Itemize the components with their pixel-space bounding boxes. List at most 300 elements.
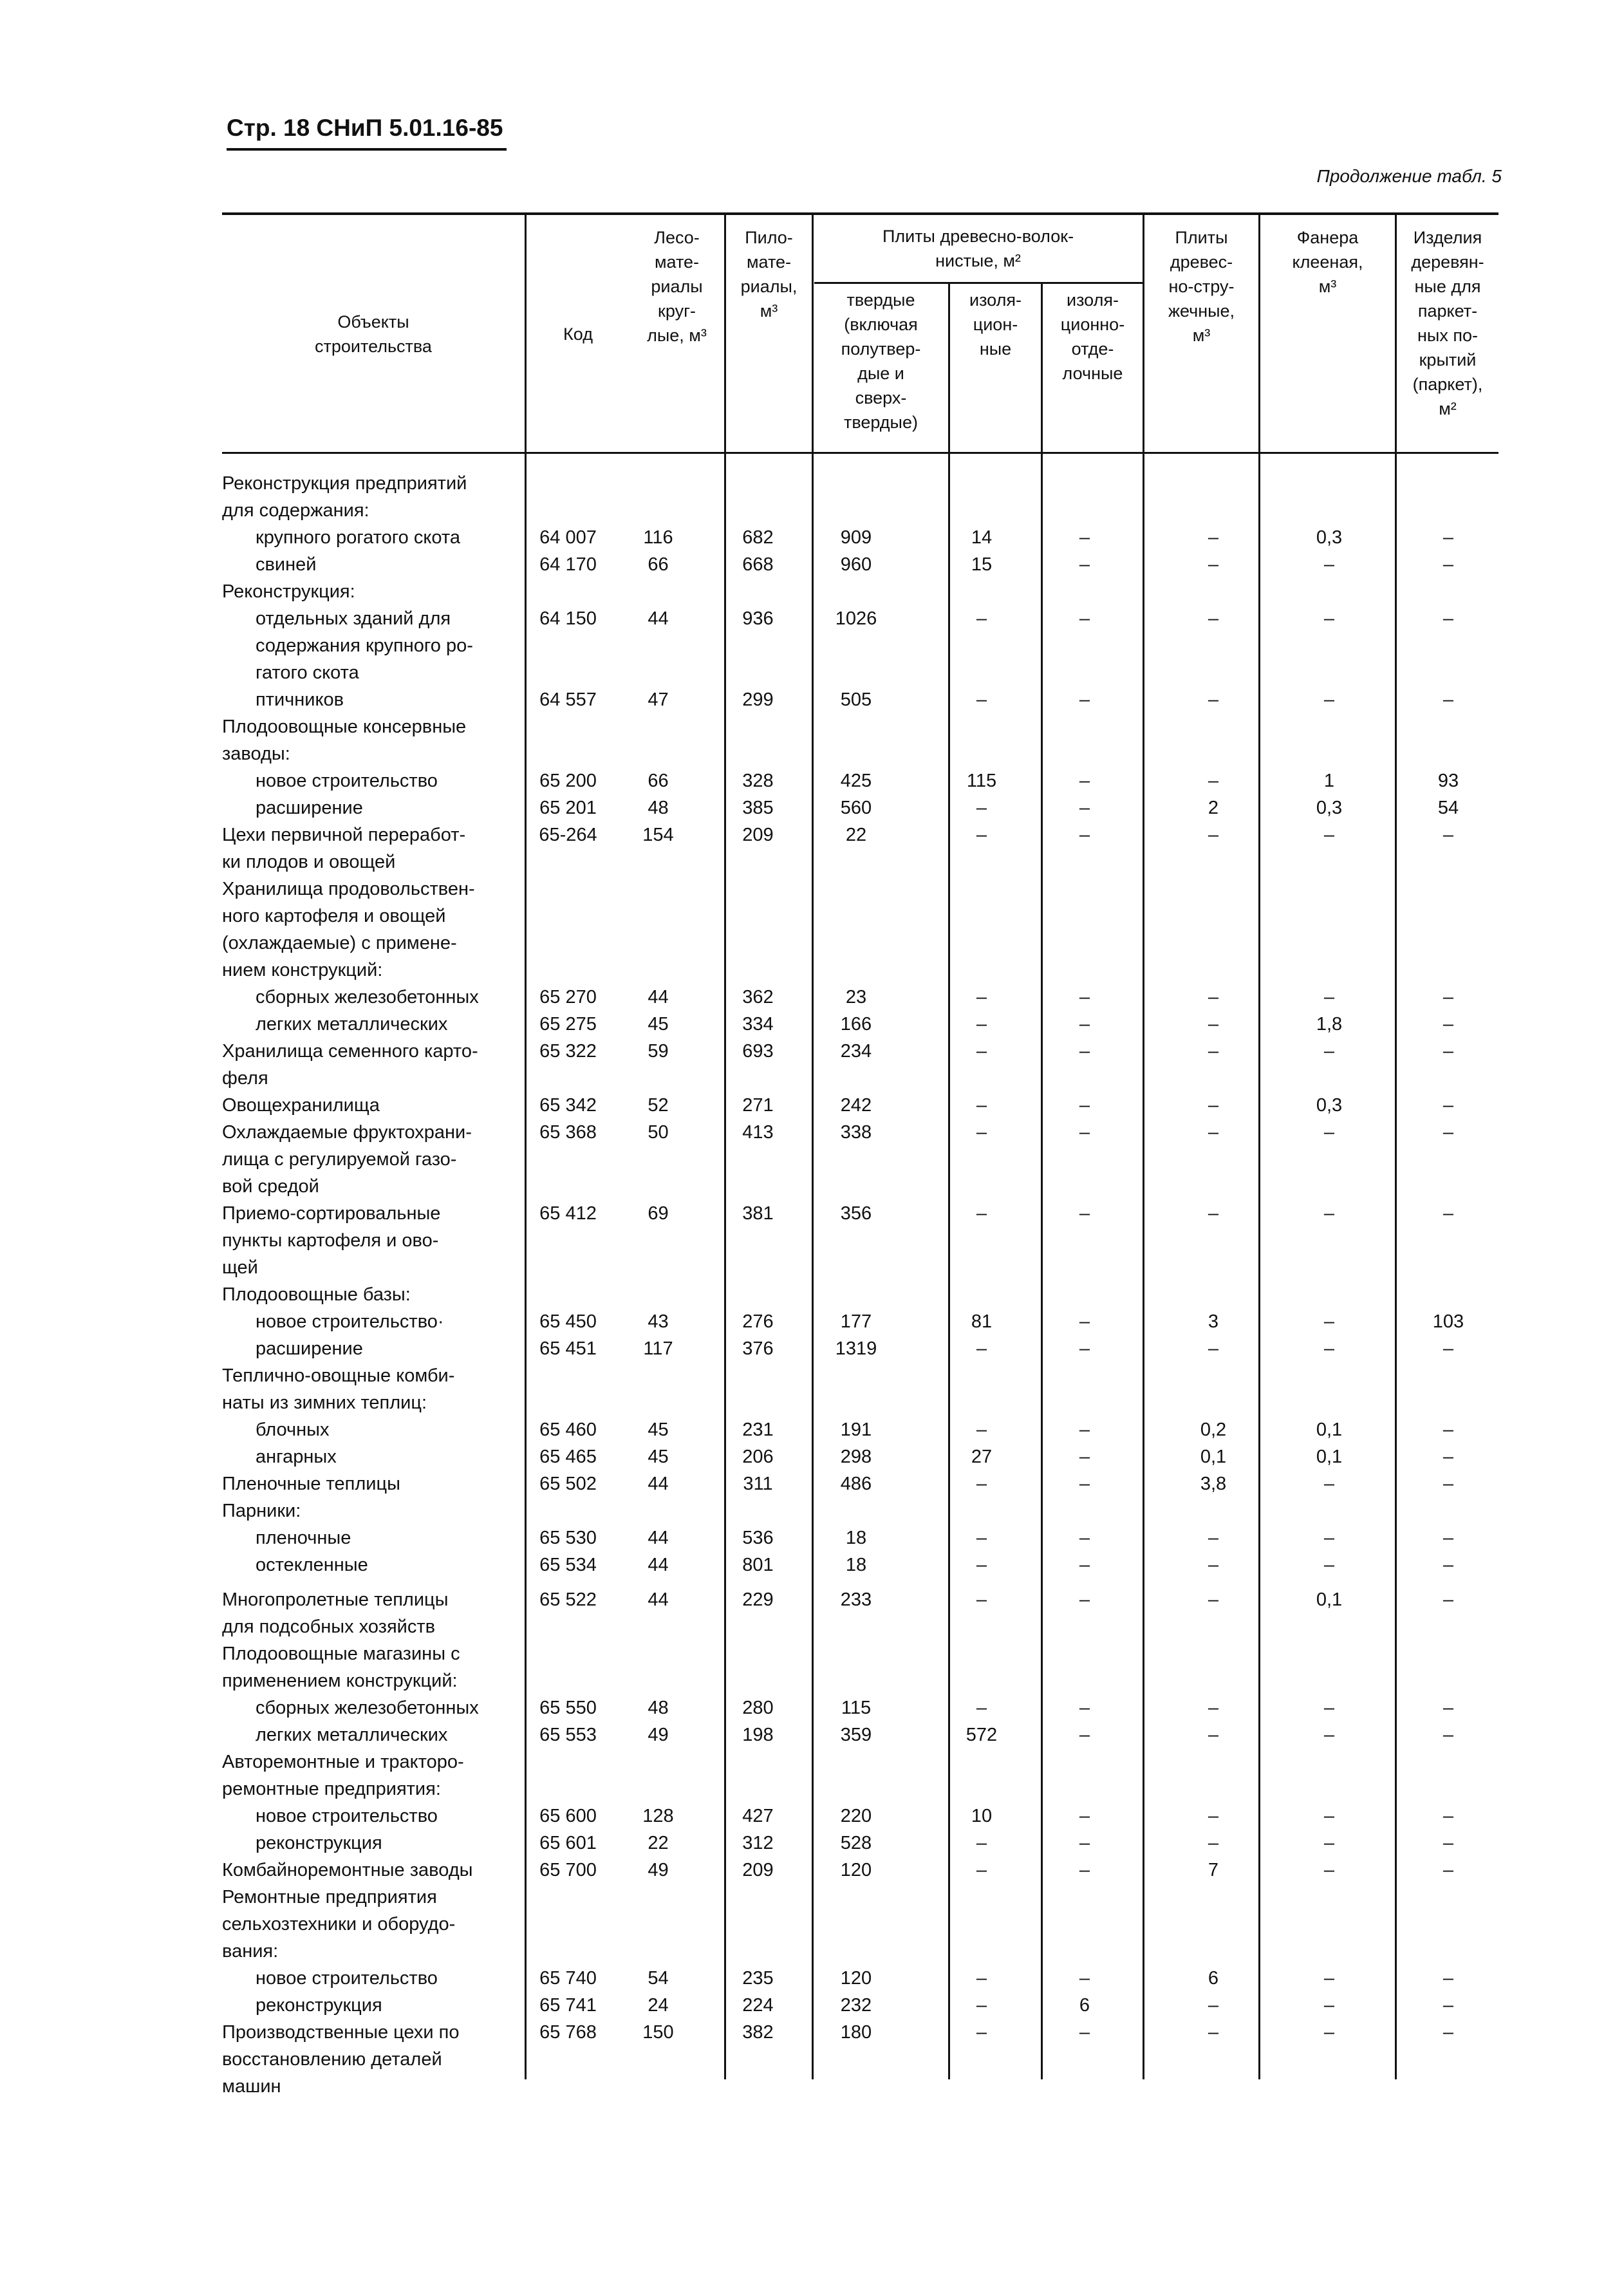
cell-code: 65 322 xyxy=(539,1041,597,1062)
header-dsp: Плиты древес- но-стру- жечные, м³ xyxy=(1168,228,1235,345)
cell-dvp-izolyacionnye: – xyxy=(976,2022,987,2043)
cell-izdeliya: – xyxy=(1442,1122,1454,1143)
cell-dvp-izolyacionnye: – xyxy=(976,1338,987,1359)
cell-lesomaterialy: 44 xyxy=(648,1528,669,1548)
cell-object xyxy=(222,524,519,551)
cell-object xyxy=(222,1803,519,1830)
cell-pilomaterialy: 536 xyxy=(742,1528,774,1548)
cell-dvp-tverdye: 191 xyxy=(840,1420,872,1440)
cell-pilomaterialy: 801 xyxy=(742,1555,774,1575)
object-text-line: щей xyxy=(222,1257,258,1278)
header-pilomaterialy: Пило- мате- риалы, м³ xyxy=(740,228,798,321)
cell-dvp-tverdye: 1319 xyxy=(835,1338,877,1359)
cell-code: 65 460 xyxy=(539,1420,597,1440)
object-text-line: применением конструкций: xyxy=(222,1671,458,1691)
cell-dvp-izol-otdelochnye: – xyxy=(1079,1725,1090,1745)
col-divider xyxy=(812,212,814,2079)
cell-fanera: – xyxy=(1323,1311,1335,1332)
cell-dvp-izolyacionnye: 27 xyxy=(971,1447,993,1467)
object-text-line: Пленочные теплицы xyxy=(222,1474,400,1494)
cell-pilomaterialy: 311 xyxy=(743,1474,773,1494)
cell-fanera: – xyxy=(1323,1860,1335,1880)
cell-dvp-tverdye: 560 xyxy=(840,798,872,818)
cell-dvp-tverdye: 18 xyxy=(845,1528,867,1548)
cell-object xyxy=(222,876,519,984)
table-top-rule xyxy=(222,212,1498,215)
cell-dsp: – xyxy=(1208,825,1219,845)
cell-lesomaterialy: 117 xyxy=(643,1338,673,1359)
cell-dvp-izol-otdelochnye: – xyxy=(1079,1447,1090,1467)
object-text-line: для подсобных хозяйств xyxy=(222,1616,436,1637)
cell-dsp: – xyxy=(1208,771,1219,791)
cell-izdeliya: – xyxy=(1442,1528,1454,1548)
object-text-line: легких металлических xyxy=(256,1725,448,1745)
cell-dsp: – xyxy=(1208,1995,1219,2016)
cell-dvp-izol-otdelochnye: – xyxy=(1079,2022,1090,2043)
cell-dsp: – xyxy=(1208,1095,1219,1116)
cell-object xyxy=(222,1443,519,1470)
cell-lesomaterialy: 22 xyxy=(648,1833,669,1853)
cell-pilomaterialy: 382 xyxy=(742,2022,774,2043)
cell-fanera: – xyxy=(1323,1203,1335,1224)
cell-code: 64 557 xyxy=(539,689,597,710)
object-text-line: реконструкция xyxy=(256,1833,382,1853)
cell-izdeliya: – xyxy=(1442,1041,1454,1062)
header-dvp-izol-otdelochnye: изоля- ционно- отде- лочные xyxy=(1060,290,1125,383)
cell-code: 65 275 xyxy=(539,1014,597,1035)
object-text-line: Авторемонтные и тракторо- xyxy=(222,1752,464,1772)
cell-object xyxy=(222,1038,519,1092)
cell-lesomaterialy: 44 xyxy=(648,1474,669,1494)
cell-pilomaterialy: 280 xyxy=(742,1698,774,1718)
col-divider xyxy=(1258,212,1260,2079)
object-text-line: лища с регулируемой газо- xyxy=(222,1149,457,1170)
cell-dvp-tverdye: 298 xyxy=(840,1447,872,1467)
cell-dsp: – xyxy=(1208,1528,1219,1548)
cell-izdeliya: – xyxy=(1442,987,1454,1007)
cell-code: 65 451 xyxy=(539,1338,597,1359)
header-dvp-izolyacionnye: изоля- цион- ные xyxy=(969,290,1022,359)
cell-pilomaterialy: 413 xyxy=(742,1122,774,1143)
cell-dvp-tverdye: 220 xyxy=(840,1806,872,1826)
cell-izdeliya: 54 xyxy=(1437,798,1459,818)
cell-code: 65 741 xyxy=(539,1995,597,2016)
cell-dvp-izolyacionnye: – xyxy=(976,1995,987,2016)
cell-lesomaterialy: 54 xyxy=(648,1968,669,1989)
cell-lesomaterialy: 48 xyxy=(648,1698,669,1718)
cell-object xyxy=(222,1748,519,1803)
object-text-line: блочных xyxy=(256,1420,330,1440)
object-text-line: Теплично-овощные комби- xyxy=(222,1365,455,1386)
cell-dvp-tverdye: 425 xyxy=(840,771,872,791)
cell-code: 65 368 xyxy=(539,1122,597,1143)
object-text-line: наты из зимних теплиц: xyxy=(222,1392,427,1413)
object-text-line: Хранилища семенного карто- xyxy=(222,1041,478,1062)
cell-dvp-izolyacionnye: – xyxy=(976,1474,987,1494)
cell-object xyxy=(222,1884,519,1965)
cell-pilomaterialy: 235 xyxy=(742,1968,774,1989)
cell-fanera: – xyxy=(1323,1041,1335,1062)
cell-dvp-tverdye: 233 xyxy=(840,1589,872,1610)
cell-pilomaterialy: 198 xyxy=(742,1725,774,1745)
cell-code: 65 740 xyxy=(539,1968,597,1989)
cell-code: 65 465 xyxy=(539,1447,597,1467)
cell-pilomaterialy: 668 xyxy=(742,554,774,575)
cell-pilomaterialy: 299 xyxy=(742,689,774,710)
cell-object xyxy=(222,1551,519,1579)
object-text-line: крупного рогатого скота xyxy=(256,527,460,548)
cell-dsp: – xyxy=(1208,1014,1219,1035)
cell-fanera: – xyxy=(1323,1474,1335,1494)
cell-code: 65 600 xyxy=(539,1806,597,1826)
cell-dsp: – xyxy=(1208,1725,1219,1745)
cell-izdeliya: – xyxy=(1442,1420,1454,1440)
object-text-line: пункты картофеля и ово- xyxy=(222,1230,439,1251)
cell-dvp-izolyacionnye: 115 xyxy=(966,771,997,791)
cell-object xyxy=(222,1640,519,1694)
cell-dvp-izol-otdelochnye: – xyxy=(1079,554,1090,575)
cell-object xyxy=(222,1011,519,1038)
object-text-line: Реконструкция предприятий xyxy=(222,473,467,494)
object-text-line: содержания крупного ро- xyxy=(256,635,473,656)
cell-dvp-izolyacionnye: – xyxy=(976,1420,987,1440)
cell-izdeliya: – xyxy=(1442,1203,1454,1224)
cell-object xyxy=(222,578,519,605)
cell-pilomaterialy: 334 xyxy=(742,1014,774,1035)
cell-dvp-tverdye: 22 xyxy=(845,825,867,845)
cell-dvp-izolyacionnye: 15 xyxy=(971,554,993,575)
object-text-line: Реконструкция: xyxy=(222,581,355,602)
page-header-rule xyxy=(227,148,507,151)
header-dvp-group: Плиты древесно-волок- нистые, м² xyxy=(882,227,1074,270)
cell-dvp-izol-otdelochnye: – xyxy=(1079,1014,1090,1035)
cell-dsp: – xyxy=(1208,987,1219,1007)
cell-dsp: – xyxy=(1208,608,1219,629)
cell-dvp-izol-otdelochnye: – xyxy=(1079,1338,1090,1359)
cell-object xyxy=(222,713,519,767)
cell-dvp-izol-otdelochnye: – xyxy=(1079,1420,1090,1440)
cell-dvp-izol-otdelochnye: – xyxy=(1079,1555,1090,1575)
cell-dvp-tverdye: 120 xyxy=(840,1968,872,1989)
object-text-line: сборных железобетонных xyxy=(256,1698,479,1718)
object-text-line: расширение xyxy=(256,798,363,818)
cell-fanera: 0,3 xyxy=(1316,798,1343,818)
object-text-line: сборных железобетонных xyxy=(256,987,479,1007)
cell-pilomaterialy: 276 xyxy=(742,1311,774,1332)
cell-izdeliya: – xyxy=(1442,689,1454,710)
table-caption: Продолжение табл. 5 xyxy=(1316,166,1502,186)
cell-lesomaterialy: 49 xyxy=(648,1725,669,1745)
cell-lesomaterialy: 47 xyxy=(648,689,669,710)
cell-dvp-izol-otdelochnye: – xyxy=(1079,1806,1090,1826)
object-text-line: ки плодов и овощей xyxy=(222,852,396,872)
cell-object xyxy=(222,767,519,794)
cell-dvp-izolyacionnye: – xyxy=(976,1589,987,1610)
cell-pilomaterialy: 427 xyxy=(742,1806,774,1826)
cell-code: 65 534 xyxy=(539,1555,597,1575)
cell-izdeliya: 103 xyxy=(1432,1311,1464,1332)
cell-dsp: – xyxy=(1208,1555,1219,1575)
object-text-line: сельхозтехники и оборудо- xyxy=(222,1914,456,1935)
cell-dvp-izolyacionnye: 14 xyxy=(971,527,993,548)
cell-fanera: 0,3 xyxy=(1316,527,1343,548)
object-text-line: восстановлению деталей xyxy=(222,2049,442,2070)
cell-dsp: – xyxy=(1208,1203,1219,1224)
cell-izdeliya: – xyxy=(1442,1698,1454,1718)
cell-dvp-izol-otdelochnye: – xyxy=(1079,1041,1090,1062)
cell-dvp-tverdye: 359 xyxy=(840,1725,872,1745)
cell-code: 65 700 xyxy=(539,1860,597,1880)
cell-dvp-izol-otdelochnye: – xyxy=(1079,1528,1090,1548)
cell-dvp-izol-otdelochnye: – xyxy=(1079,1589,1090,1610)
cell-object xyxy=(222,1694,519,1721)
cell-dvp-izolyacionnye: 572 xyxy=(966,1725,998,1745)
cell-dvp-tverdye: 242 xyxy=(840,1095,872,1116)
cell-pilomaterialy: 376 xyxy=(742,1338,774,1359)
cell-code: 65 200 xyxy=(539,771,597,791)
object-text-line: Многопролетные теплицы xyxy=(222,1589,449,1610)
object-text-line: новое строительство· xyxy=(256,1311,444,1332)
object-text-line: Производственные цехи по xyxy=(222,2022,460,2043)
cell-dvp-tverdye: 1026 xyxy=(835,608,877,629)
cell-dvp-tverdye: 180 xyxy=(840,2022,872,2043)
object-text-line: реконструкция xyxy=(256,1995,382,2016)
header-izdeliya: Изделия деревян- ные для паркет- ных по- крытий (паркет), м² xyxy=(1411,228,1484,418)
cell-dvp-izolyacionnye: 81 xyxy=(971,1311,993,1332)
header-dvp-tverdye: твердые (включая полутвер- дые и сверх- твердые) xyxy=(841,290,921,432)
cell-dvp-izolyacionnye: – xyxy=(976,1860,987,1880)
cell-pilomaterialy: 312 xyxy=(742,1833,774,1853)
cell-lesomaterialy: 150 xyxy=(642,2022,674,2043)
cell-dvp-tverdye: 234 xyxy=(840,1041,872,1062)
cell-dvp-tverdye: 960 xyxy=(840,554,872,575)
cell-object xyxy=(222,1092,519,1119)
cell-dvp-izol-otdelochnye: – xyxy=(1079,1833,1090,1853)
cell-dvp-izol-otdelochnye: – xyxy=(1079,689,1090,710)
cell-dvp-izolyacionnye: – xyxy=(976,1095,987,1116)
cell-object xyxy=(222,1200,519,1281)
cell-dvp-izol-otdelochnye: – xyxy=(1079,1122,1090,1143)
cell-dvp-tverdye: 18 xyxy=(845,1555,867,1575)
cell-dvp-izol-otdelochnye: – xyxy=(1079,1203,1090,1224)
cell-izdeliya: – xyxy=(1442,1338,1454,1359)
cell-lesomaterialy: 45 xyxy=(648,1447,669,1467)
cell-dvp-izolyacionnye: – xyxy=(976,1968,987,1989)
cell-pilomaterialy: 231 xyxy=(742,1420,774,1440)
cell-lesomaterialy: 50 xyxy=(648,1122,669,1143)
cell-dvp-izolyacionnye: – xyxy=(976,987,987,1007)
cell-dsp: 7 xyxy=(1208,1860,1219,1880)
cell-dvp-izolyacionnye: – xyxy=(976,1833,987,1853)
cell-dvp-izolyacionnye: – xyxy=(976,1014,987,1035)
cell-lesomaterialy: 45 xyxy=(648,1420,669,1440)
cell-dvp-izol-otdelochnye: – xyxy=(1079,1311,1090,1332)
cell-izdeliya: – xyxy=(1442,1833,1454,1853)
cell-dvp-izol-otdelochnye: – xyxy=(1079,771,1090,791)
object-text-line: ного картофеля и овощей xyxy=(222,906,446,926)
cell-izdeliya: – xyxy=(1442,608,1454,629)
cell-dvp-izol-otdelochnye: – xyxy=(1079,1968,1090,1989)
cell-object xyxy=(222,1992,519,2019)
cell-object xyxy=(222,1119,519,1200)
cell-object xyxy=(222,1362,519,1416)
cell-dsp: 6 xyxy=(1208,1968,1219,1989)
cell-dvp-tverdye: 486 xyxy=(840,1474,872,1494)
object-text-line: ремонтные предприятия: xyxy=(222,1779,441,1799)
cell-code: 65 502 xyxy=(539,1474,597,1494)
cell-dvp-izolyacionnye: – xyxy=(976,1041,987,1062)
cell-dsp: 0,1 xyxy=(1200,1447,1227,1467)
object-text-line: Плодоовощные магазины с xyxy=(222,1644,460,1664)
cell-code: 64 150 xyxy=(539,608,597,629)
cell-izdeliya: – xyxy=(1442,1555,1454,1575)
cell-fanera: 0,1 xyxy=(1316,1420,1343,1440)
cell-lesomaterialy: 44 xyxy=(648,1555,669,1575)
cell-dvp-izol-otdelochnye: – xyxy=(1079,1095,1090,1116)
cell-code: 65 550 xyxy=(539,1698,597,1718)
header-fanera: Фанера клееная, м³ xyxy=(1292,228,1363,296)
cell-fanera: – xyxy=(1323,1995,1335,2016)
cell-izdeliya: – xyxy=(1442,1860,1454,1880)
cell-pilomaterialy: 224 xyxy=(742,1995,774,2016)
cell-fanera: – xyxy=(1323,1122,1335,1143)
cell-dsp: – xyxy=(1208,689,1219,710)
cell-pilomaterialy: 385 xyxy=(742,798,774,818)
cell-object xyxy=(222,605,519,686)
cell-code: 65 553 xyxy=(539,1725,597,1745)
col-divider xyxy=(1041,283,1043,2079)
object-text-line: ангарных xyxy=(256,1447,337,1467)
cell-dvp-izol-otdelochnye: – xyxy=(1079,798,1090,818)
cell-object xyxy=(222,470,519,524)
cell-lesomaterialy: 48 xyxy=(648,798,669,818)
cell-izdeliya: – xyxy=(1442,1447,1454,1467)
cell-code: 65 450 xyxy=(539,1311,597,1332)
cell-fanera: – xyxy=(1323,1725,1335,1745)
cell-fanera: 0,3 xyxy=(1316,1095,1343,1116)
cell-lesomaterialy: 66 xyxy=(648,554,669,575)
cell-dvp-izol-otdelochnye: – xyxy=(1079,987,1090,1007)
object-text-line: Плодоовощные консервные xyxy=(222,717,467,737)
col-divider xyxy=(525,212,527,2079)
cell-izdeliya: – xyxy=(1442,2022,1454,2043)
cell-dsp: – xyxy=(1208,527,1219,548)
object-text-line: легких металлических xyxy=(256,1014,448,1035)
cell-object xyxy=(222,1497,519,1524)
cell-code: 65-264 xyxy=(539,825,597,845)
cell-code: 64 007 xyxy=(539,527,597,548)
cell-izdeliya: – xyxy=(1442,1995,1454,2016)
cell-object xyxy=(222,551,519,578)
cell-pilomaterialy: 362 xyxy=(742,987,774,1007)
cell-lesomaterialy: 66 xyxy=(648,771,669,791)
cell-dsp: – xyxy=(1208,1589,1219,1610)
object-text-line: свиней xyxy=(256,554,317,575)
cell-izdeliya: – xyxy=(1442,527,1454,548)
object-text-line: Хранилища продовольствен- xyxy=(222,879,475,899)
cell-pilomaterialy: 381 xyxy=(742,1203,774,1224)
header-objects: Объекты строительства xyxy=(315,312,432,356)
cell-dvp-izolyacionnye: – xyxy=(976,798,987,818)
cell-izdeliya: – xyxy=(1442,1725,1454,1745)
cell-pilomaterialy: 693 xyxy=(742,1041,774,1062)
object-text-line: Плодоовощные базы: xyxy=(222,1284,411,1305)
cell-dvp-izolyacionnye: – xyxy=(976,825,987,845)
cell-izdeliya: – xyxy=(1442,1014,1454,1035)
cell-lesomaterialy: 59 xyxy=(648,1041,669,1062)
cell-fanera: – xyxy=(1323,1833,1335,1853)
cell-izdeliya: – xyxy=(1442,1095,1454,1116)
cell-dsp: – xyxy=(1208,2022,1219,2043)
cell-dsp: 3,8 xyxy=(1200,1474,1227,1494)
cell-dvp-tverdye: 528 xyxy=(840,1833,872,1853)
cell-lesomaterialy: 154 xyxy=(642,825,674,845)
cell-dvp-tverdye: 23 xyxy=(845,987,867,1007)
cell-object xyxy=(222,1857,519,1884)
cell-dvp-tverdye: 505 xyxy=(840,689,872,710)
cell-dsp: – xyxy=(1208,1041,1219,1062)
cell-object xyxy=(222,1721,519,1748)
cell-pilomaterialy: 209 xyxy=(742,1860,774,1880)
cell-dvp-izolyacionnye: – xyxy=(976,1203,987,1224)
cell-izdeliya: – xyxy=(1442,1474,1454,1494)
cell-fanera: – xyxy=(1323,1528,1335,1548)
col-divider xyxy=(1143,212,1144,2079)
cell-dsp: – xyxy=(1208,1122,1219,1143)
cell-dvp-tverdye: 338 xyxy=(840,1122,872,1143)
cell-fanera: – xyxy=(1323,1968,1335,1989)
cell-izdeliya: – xyxy=(1442,1589,1454,1610)
cell-pilomaterialy: 209 xyxy=(742,825,774,845)
object-text-line: Цехи первичной переработ- xyxy=(222,825,466,845)
object-text-line: Комбайноремонтные заводы xyxy=(222,1860,473,1880)
cell-dvp-izol-otdelochnye: – xyxy=(1079,608,1090,629)
cell-object xyxy=(222,686,519,713)
cell-dsp: – xyxy=(1208,1338,1219,1359)
cell-code: 65 601 xyxy=(539,1833,597,1853)
cell-dvp-tverdye: 356 xyxy=(840,1203,872,1224)
object-text-line: феля xyxy=(222,1068,268,1089)
cell-lesomaterialy: 44 xyxy=(648,608,669,629)
object-text-line: Парники: xyxy=(222,1501,301,1521)
object-text-line: отдельных зданий для xyxy=(256,608,451,629)
page-header: Стр. 18 СНиП 5.01.16-85 xyxy=(227,115,503,141)
cell-dsp: – xyxy=(1208,1806,1219,1826)
cell-dvp-tverdye: 909 xyxy=(840,527,872,548)
cell-object xyxy=(222,984,519,1011)
cell-code: 65 270 xyxy=(539,987,597,1007)
object-text-line: новое строительство xyxy=(256,771,438,791)
object-text-line: Ремонтные предприятия xyxy=(222,1887,437,1907)
object-text-line: нием конструкций: xyxy=(222,960,383,980)
cell-fanera: – xyxy=(1323,1338,1335,1359)
object-text-line: новое строительство xyxy=(256,1806,438,1826)
cell-fanera: – xyxy=(1323,554,1335,575)
cell-object xyxy=(222,1470,519,1497)
col-divider xyxy=(1395,212,1397,2079)
cell-dvp-izolyacionnye: – xyxy=(976,608,987,629)
object-text-line: гатого скота xyxy=(256,662,359,683)
cell-dvp-tverdye: 120 xyxy=(840,1860,872,1880)
cell-code: 65 342 xyxy=(539,1095,597,1116)
header-lesomaterialy: Лесо- мате- риалы круг- лые, м³ xyxy=(647,228,707,345)
cell-dvp-izolyacionnye: – xyxy=(976,689,987,710)
cell-fanera: – xyxy=(1323,1806,1335,1826)
cell-lesomaterialy: 45 xyxy=(648,1014,669,1035)
object-text-line: заводы: xyxy=(222,744,290,764)
cell-pilomaterialy: 328 xyxy=(742,771,774,791)
cell-dsp: – xyxy=(1208,1698,1219,1718)
